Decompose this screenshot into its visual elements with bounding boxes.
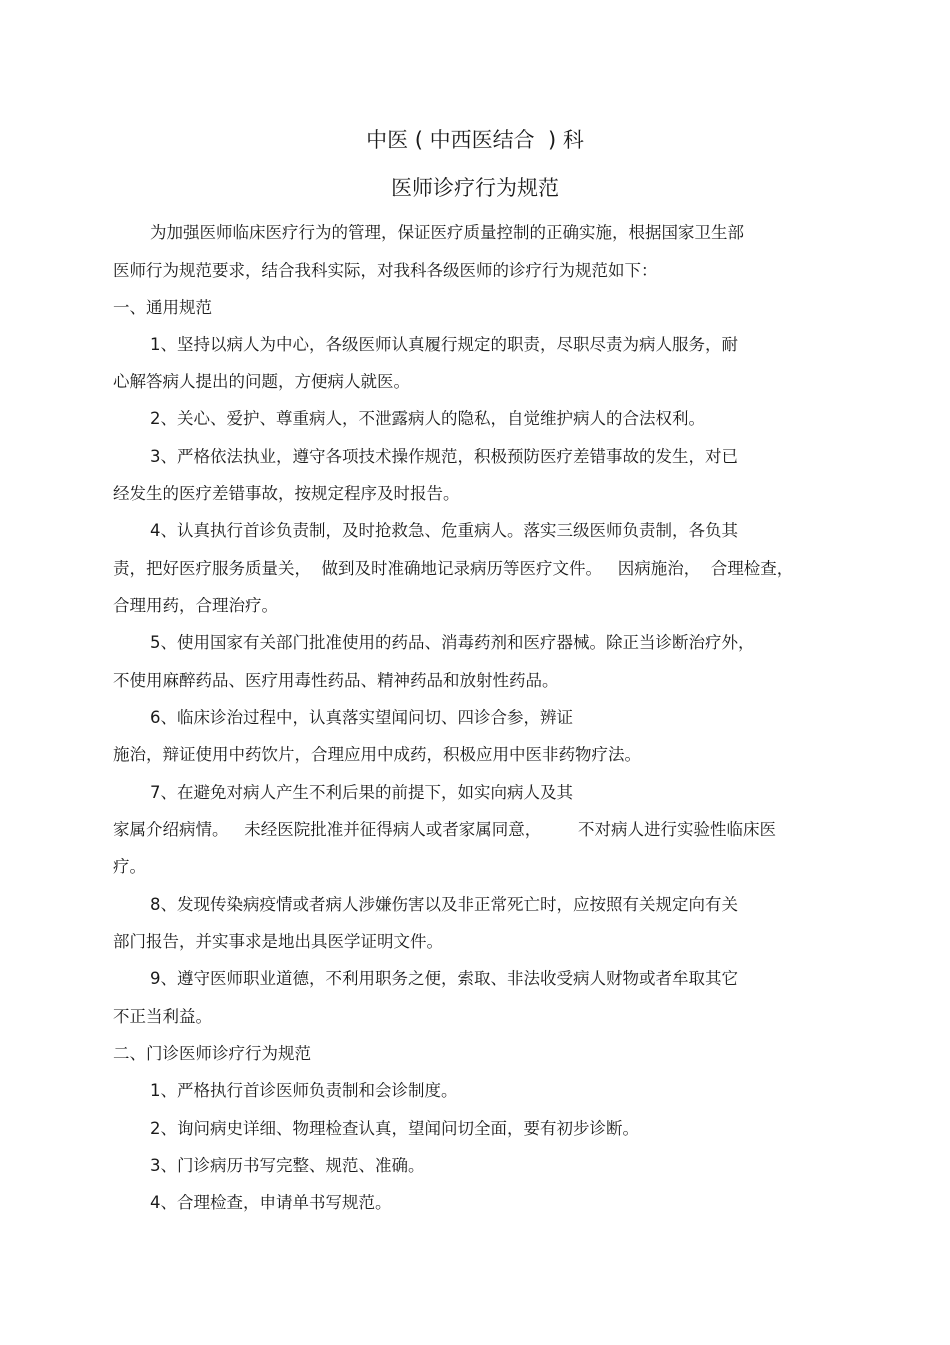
paragraph-line: 医师行为规范要求，结合我科实际，对我科各级医师的诊疗行为规范如下： — [113, 261, 658, 280]
document-title: 中医 ( 中西医结合 ) 科 — [366, 128, 584, 152]
paragraph-line: 5、使用国家有关部门批准使用的药品、消毒药剂和医疗器械。除正当诊断治疗外， — [150, 633, 755, 652]
paragraph-line: 责，把好医疗服务质量关， 做到及时准确地记录病历等医疗文件。 因病施治， 合理检查， — [113, 559, 794, 578]
paragraph-line: 不使用麻醉药品、医疗用毒性药品、精神药品和放射性药品。 — [113, 671, 559, 690]
paragraph-line: 1、坚持以病人为中心，各级医师认真履行规定的职责，尽职尽责为病人服务，耐 — [150, 335, 738, 354]
paragraph-line: 4、合理检查，申请单书写规范。 — [150, 1193, 392, 1212]
paragraph-line: 疗。 — [113, 857, 146, 876]
section-heading: 一、通用规范 — [113, 298, 212, 317]
paragraph-line: 7、在避免对病人产生不利后果的前提下，如实向病人及其 — [150, 783, 573, 802]
section-heading: 二、门诊医师诊疗行为规范 — [113, 1044, 311, 1063]
paragraph-line: 施治，辩证使用中药饮片，合理应用中成药，积极应用中医非药物疗法。 — [113, 745, 641, 764]
paragraph-line: 心解答病人提出的问题，方便病人就医。 — [113, 372, 410, 391]
paragraph-line: 4、认真执行首诊负责制，及时抢救急、危重病人。落实三级医师负责制，各负其 — [150, 521, 738, 540]
paragraph-line: 2、关心、爱护、尊重病人，不泄露病人的隐私，自觉维护病人的合法权利。 — [150, 409, 705, 428]
paragraph-line: 9、遵守医师职业道德，不利用职务之便，索取、非法收受病人财物或者牟取其它 — [150, 969, 738, 988]
paragraph-line: 部门报告，并实事求是地出具医学证明文件。 — [113, 932, 443, 951]
paragraph-line: 1、严格执行首诊医师负责制和会诊制度。 — [150, 1081, 458, 1100]
paragraph-line: 3、门诊病历书写完整、规范、准确。 — [150, 1156, 425, 1175]
paragraph-line: 6、临床诊治过程中，认真落实望闻问切、四诊合参，辨证 — [150, 708, 573, 727]
paragraph-line: 经发生的医疗差错事故，按规定程序及时报告。 — [113, 484, 460, 503]
paragraph-line: 2、询问病史详细、物理检查认真，望闻问切全面，要有初步诊断。 — [150, 1119, 639, 1138]
paragraph-line: 8、发现传染病疫情或者病人涉嫌伤害以及非正常死亡时，应按照有关规定向有关 — [150, 895, 738, 914]
paragraph-line: 3、严格依法执业，遵守各项技术操作规范，积极预防医疗差错事故的发生，对已 — [150, 447, 738, 466]
paragraph-line: 家属介绍病情。 未经医院批准并征得病人或者家属同意， 不对病人进行实验性临床医 — [113, 820, 776, 839]
paragraph-line: 不正当利益。 — [113, 1007, 212, 1026]
paragraph-line: 合理用药，合理治疗。 — [113, 596, 278, 615]
paragraph-line: 为加强医师临床医疗行为的管理，保证医疗质量控制的正确实施，根据国家卫生部 — [150, 223, 744, 242]
document-subtitle: 医师诊疗行为规范 — [391, 176, 559, 200]
